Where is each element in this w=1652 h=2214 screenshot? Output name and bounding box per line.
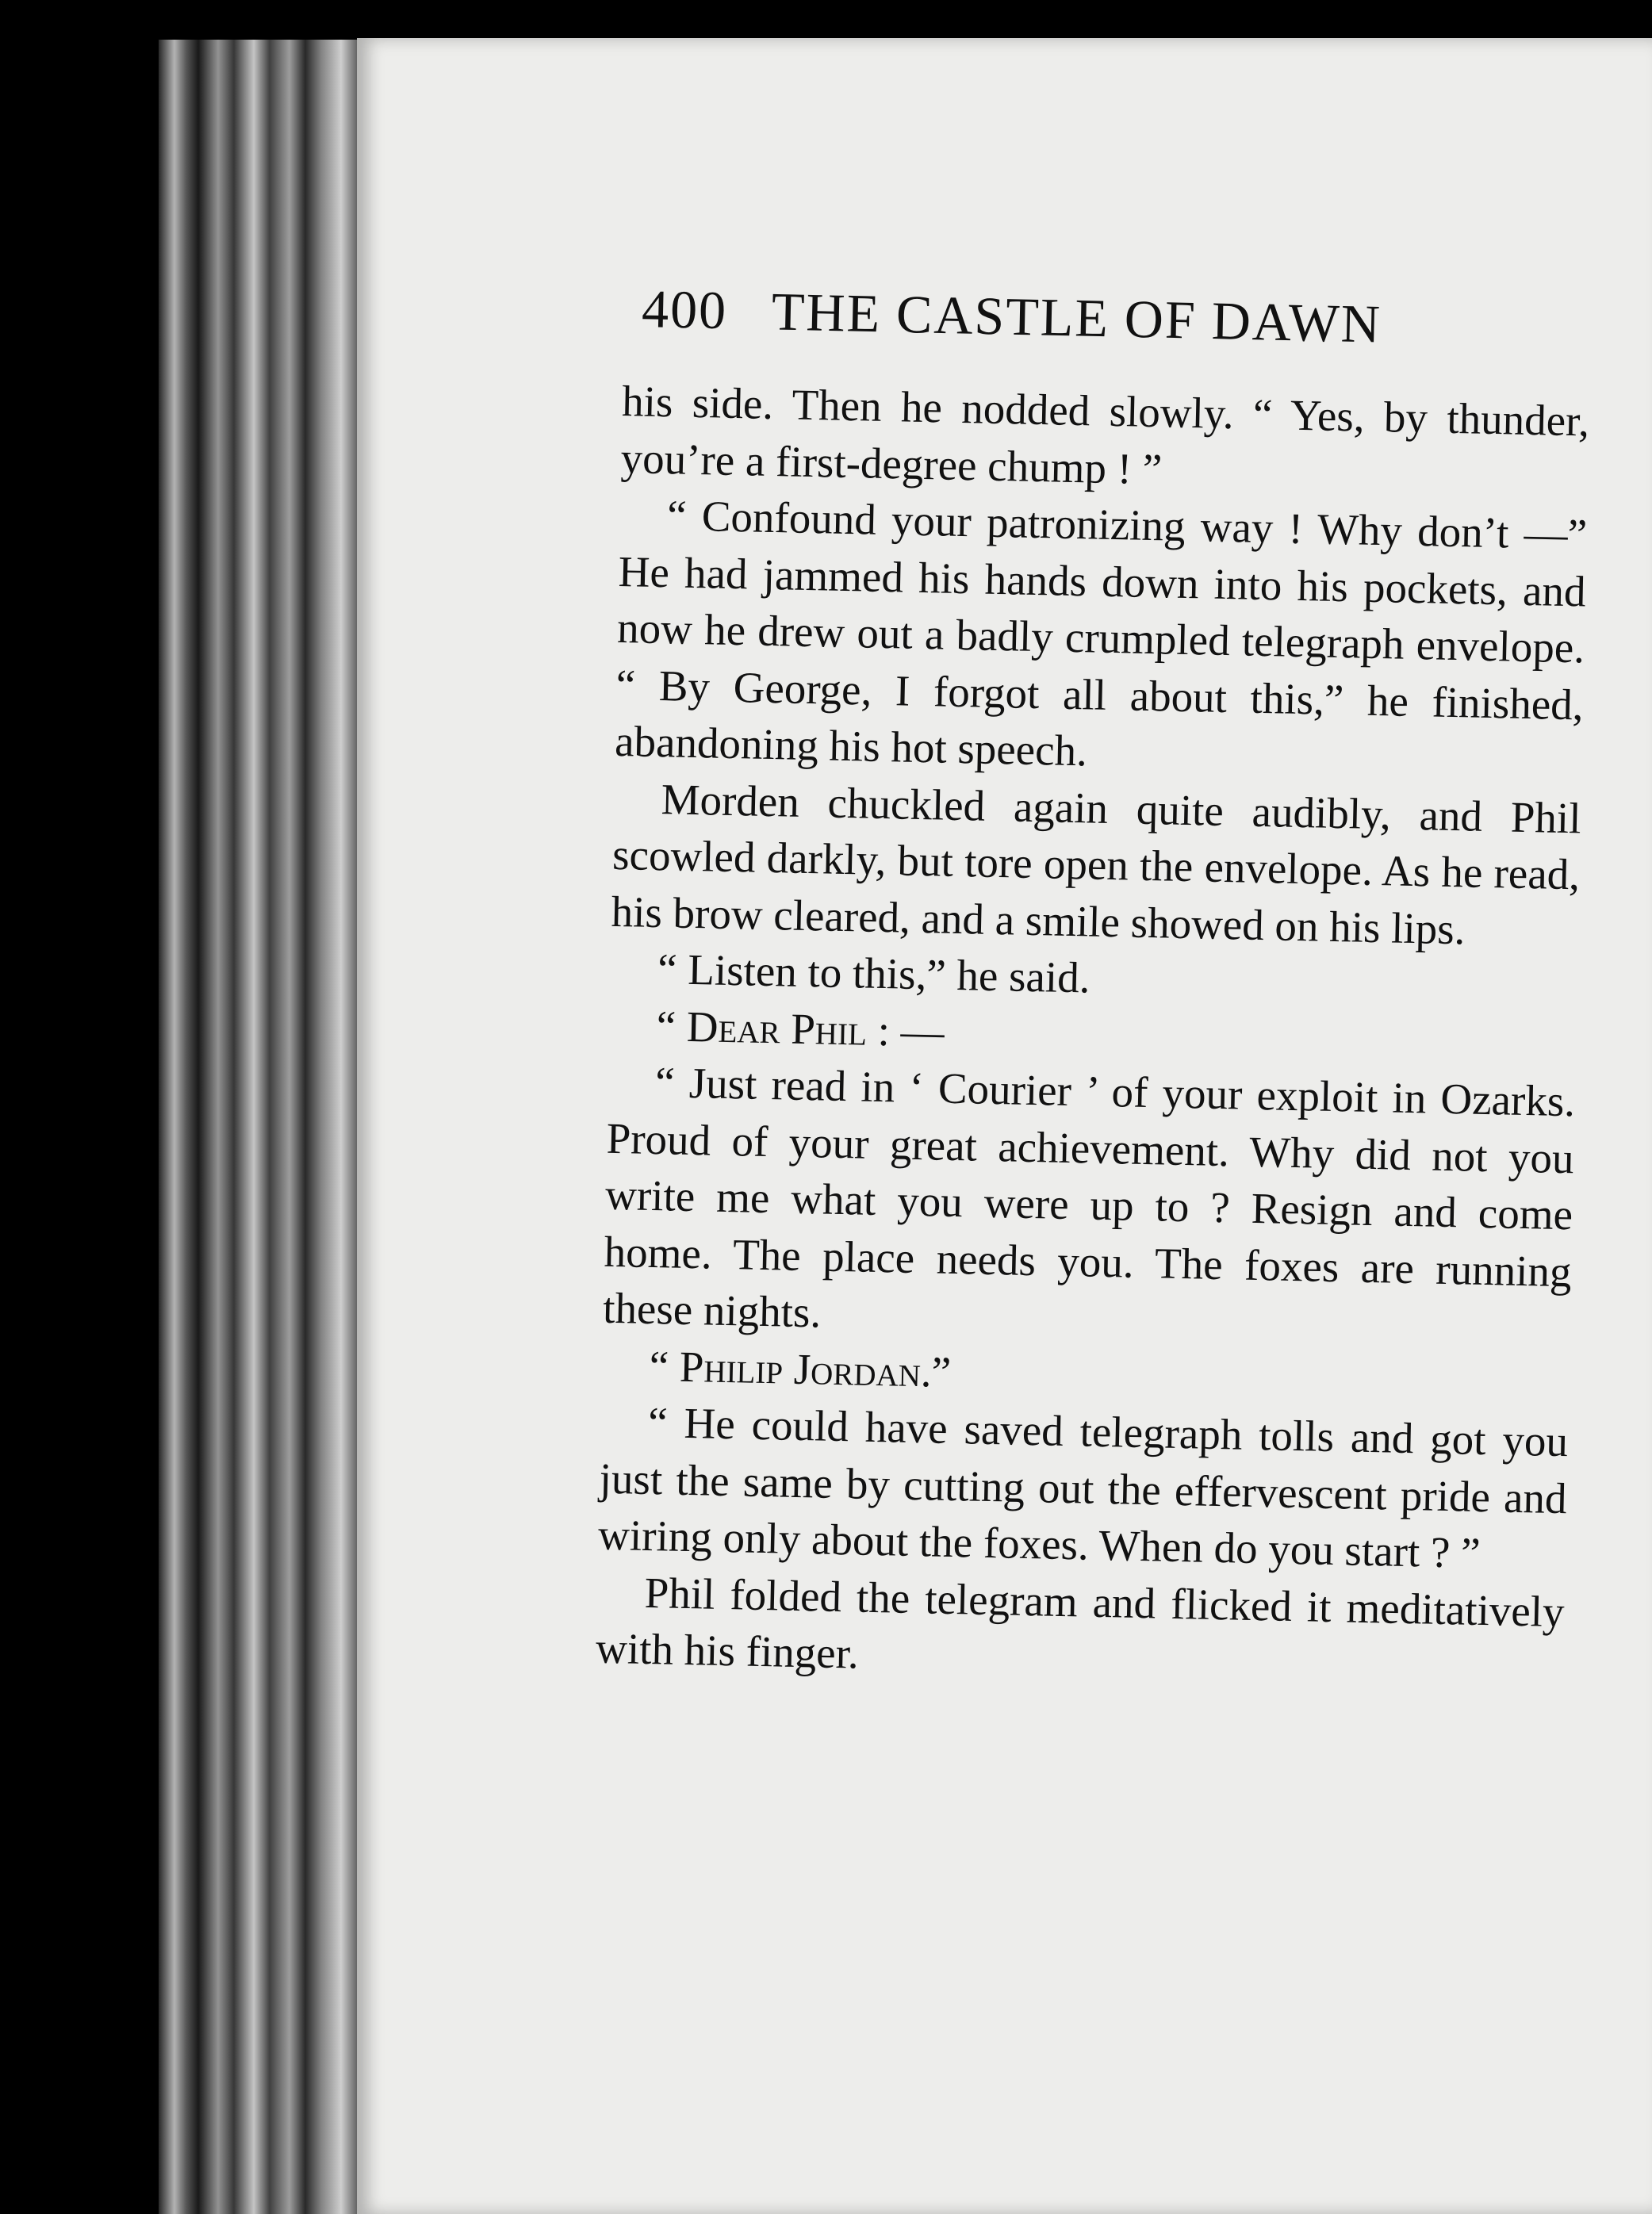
book-page-edges — [159, 40, 357, 2214]
paragraph: “ He could have saved telegraph tolls and got you just the same by cutting out the effervescent pride and wiring only about the foxes. When do you start ? ” — [597, 1397, 1569, 1577]
letter-signature: “ Philip Jordan.” — [649, 1341, 952, 1396]
paragraph: Phil folded the telegram and flicked it meditatively with his finger. — [595, 1568, 1566, 1678]
running-title: THE CASTLE OF DAWN — [771, 281, 1382, 354]
paragraph: Morden chuckled again quite audibly, and Phil scowled darkly, but tore open the envelope. As he read, his brow cleared, and a smile showed on his lips. — [611, 774, 1582, 953]
letter-body: “ Just read in ‘ Courier ’ of your exploit in Ozarks. Proud of your great achievement. Why did not you write me what you were up to ? Resign and come home. The place needs you. The foxes are running these nights. — [602, 1058, 1576, 1337]
paragraph: his side. Then he nodded slowly. “ Yes, by thunder, you’re a first-degree chump ! ” — [620, 376, 1590, 493]
page-number: 400 — [641, 278, 728, 341]
page-text — [596, 373, 1590, 1697]
paragraph: “ Listen to this,” he said. — [657, 944, 1091, 1002]
letter-salutation: “ Dear Phil : — — [656, 1001, 945, 1056]
paragraph: “ Confound your patronizing way ! Why don’t —” He had jammed his hands down into his pockets, and now he drew out a badly crumpled telegraph envelope. “ By George, I forgot all about this,” he finished, abandoning his hot speech. — [614, 491, 1588, 776]
